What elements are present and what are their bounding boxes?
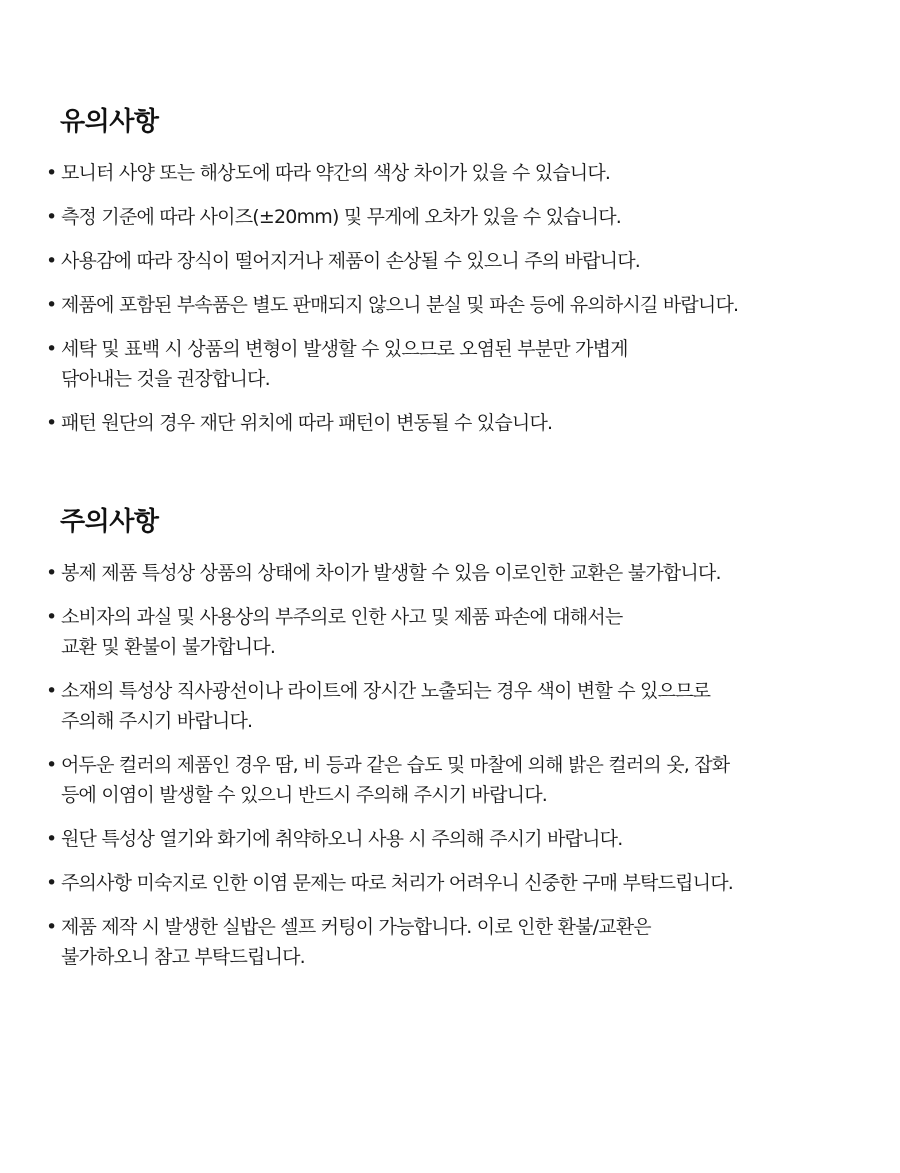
list-item-text: 소재의 특성상 직사광선이나 라이트에 장시간 노출되는 경우 색이 변할 수 있으므로 bbox=[61, 680, 711, 702]
list-item bbox=[44, 408, 864, 438]
bullet-icon: • bbox=[46, 206, 57, 228]
list-item-text: 불가하오니 참고 부탁드립니다. bbox=[61, 946, 305, 968]
list-item-text: 교환 및 환불이 불가합니다. bbox=[61, 636, 276, 658]
list-item-text: 모니터 사양 또는 해상도에 따라 약간의 색상 차이가 있을 수 있습니다. bbox=[61, 162, 611, 184]
bullet-icon: • bbox=[46, 562, 57, 584]
list-item bbox=[44, 202, 864, 232]
list-item-text: 패턴 원단의 경우 재단 위치에 따라 패턴이 변동될 수 있습니다. bbox=[61, 412, 553, 434]
precautions-list bbox=[44, 158, 864, 452]
list-item-text: 제품 제작 시 발생한 실밥은 셀프 커팅이 가능합니다. 이로 인한 환불/교환은 bbox=[61, 916, 651, 938]
list-item bbox=[44, 824, 864, 854]
list-item-text: 주의사항 미숙지로 인한 이염 문제는 따로 처리가 어려우니 신중한 구매 부탁드립니다. bbox=[61, 872, 734, 894]
bullet-icon: • bbox=[46, 754, 57, 776]
bullet-icon: • bbox=[46, 338, 57, 360]
list-item-text: 사용감에 따라 장식이 떨어지거나 제품이 손상될 수 있으니 주의 바랍니다. bbox=[61, 250, 641, 272]
list-item-text: 주의해 주시기 바랍니다. bbox=[61, 710, 253, 732]
list-item bbox=[44, 558, 864, 588]
list-item bbox=[44, 602, 864, 662]
list-item bbox=[44, 290, 864, 320]
cautions-list bbox=[44, 558, 864, 986]
list-item-text: 등에 이염이 발생할 수 있으니 반드시 주의해 주시기 바랍니다. bbox=[61, 784, 548, 806]
list-item-text: 제품에 포함된 부속품은 별도 판매되지 않으니 분실 및 파손 등에 유의하시길 바랍니다. bbox=[61, 294, 739, 316]
list-item bbox=[44, 334, 864, 394]
bullet-icon: • bbox=[46, 162, 57, 184]
bullet-icon: • bbox=[46, 606, 57, 628]
list-item-text: 세탁 및 표백 시 상품의 변형이 발생할 수 있으므로 오염된 부분만 가볍게 bbox=[61, 338, 628, 360]
list-item-text: 측정 기준에 따라 사이즈(±20mm) 및 무게에 오차가 있을 수 있습니다. bbox=[61, 206, 622, 228]
list-item-text: 봉제 제품 특성상 상품의 상태에 차이가 발생할 수 있음 이로인한 교환은 불가합니다. bbox=[61, 562, 721, 584]
list-item bbox=[44, 912, 864, 972]
bullet-icon: • bbox=[46, 412, 57, 434]
list-item bbox=[44, 868, 864, 898]
list-item-text: 닦아내는 것을 권장합니다. bbox=[61, 368, 270, 390]
list-item bbox=[44, 750, 864, 810]
bullet-icon: • bbox=[46, 828, 57, 850]
bullet-icon: • bbox=[46, 250, 57, 272]
bullet-icon: • bbox=[46, 916, 57, 938]
list-item bbox=[44, 158, 864, 188]
list-item-text: 소비자의 과실 및 사용상의 부주의로 인한 사고 및 제품 파손에 대해서는 bbox=[61, 606, 623, 628]
list-item bbox=[44, 246, 864, 276]
precautions-title: 유의사항 bbox=[60, 107, 159, 137]
bullet-icon: • bbox=[46, 680, 57, 702]
bullet-icon: • bbox=[46, 294, 57, 316]
cautions-title: 주의사항 bbox=[60, 507, 159, 537]
list-item bbox=[44, 676, 864, 736]
list-item-text: 어두운 컬러의 제품인 경우 땀, 비 등과 같은 습도 및 마찰에 의해 밝은 컬러의 옷, 잡화 bbox=[61, 754, 730, 776]
list-item-text: 원단 특성상 열기와 화기에 취약하오니 사용 시 주의해 주시기 바랍니다. bbox=[61, 828, 623, 850]
bullet-icon: • bbox=[46, 872, 57, 894]
